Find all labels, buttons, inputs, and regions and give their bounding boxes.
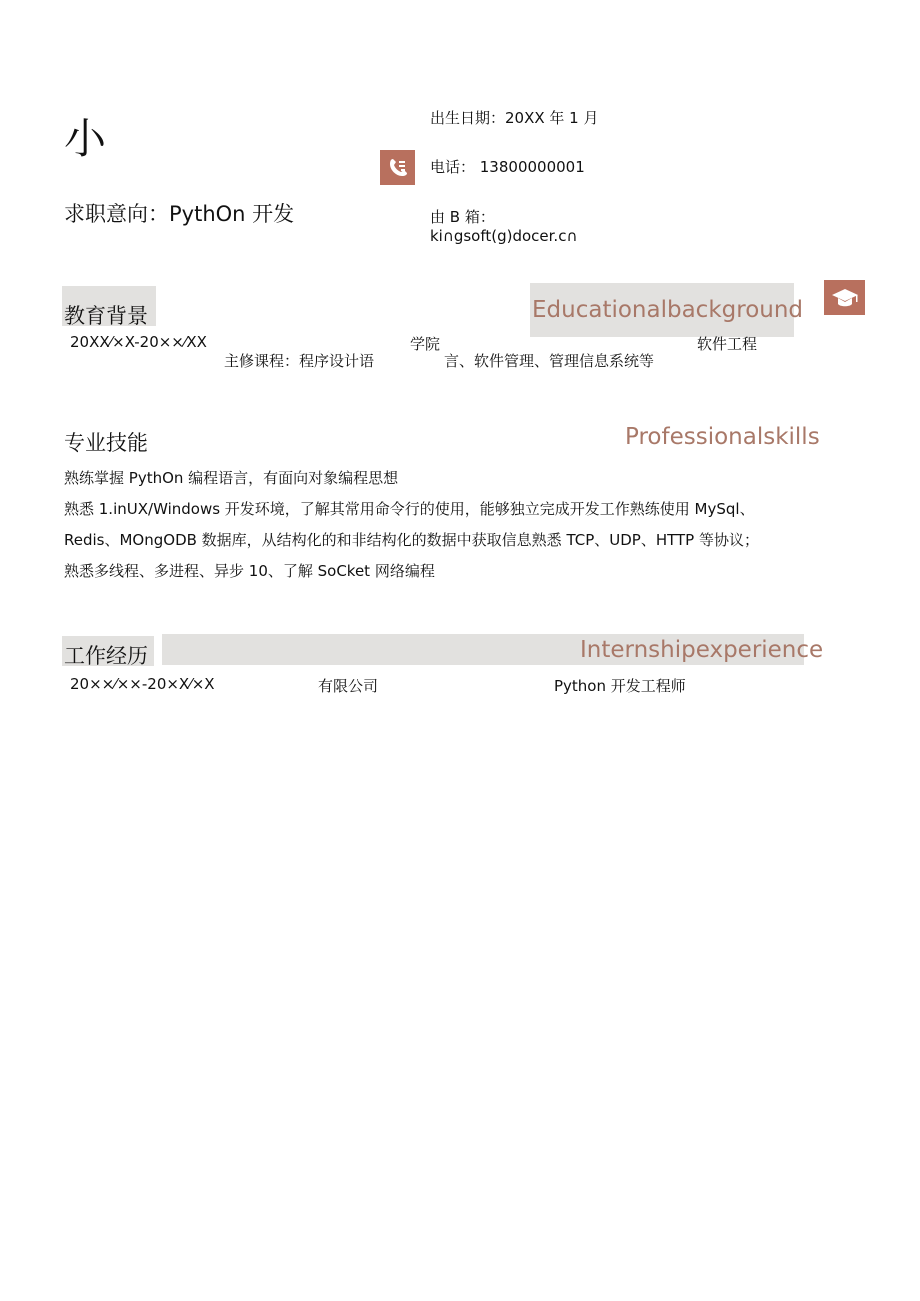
skills-title: 专业技能	[64, 431, 148, 455]
skill-line-2: 熟悉 1.inUX/Windows 开发环境，了解其常用命令行的使用，能够独立完成开发工作熟练使用 MySql、	[64, 500, 755, 518]
education-title-en: Educationalbackground	[532, 297, 804, 323]
work-company: 有限公司	[318, 677, 379, 695]
email-value: ki∩gsoft(g)docer.c∩	[430, 227, 578, 245]
phone-number: 电话： 13800000001	[430, 158, 585, 176]
skill-line-3: Redis、MOngODB 数据库，从结构化的和非结构化的数据中获取信息熟悉 TCP、UDP、HTTP 等协议；	[64, 531, 759, 549]
email-label: 由 B 箱：	[430, 208, 495, 226]
work-title: 工作经历	[64, 644, 148, 668]
birth-date: 出生日期：20XX 年 1 月	[430, 109, 599, 127]
education-courses-b: 言、软件管理、管理信息系统等	[444, 352, 655, 370]
graduation-cap-icon	[824, 280, 865, 315]
education-major: 软件工程	[697, 335, 758, 353]
phone-icon	[380, 150, 415, 185]
work-period: 20××⁄××-20×X⁄×X	[70, 675, 215, 693]
education-school: 学院	[410, 335, 441, 353]
skill-line-4: 熟悉多线程、多进程、异步 10、了解 SoCket 网络编程	[64, 562, 435, 580]
skills-title-en: Professionalskills	[625, 424, 820, 450]
candidate-name: 小	[64, 114, 107, 163]
education-period: 20XX⁄×X-20××⁄XX	[70, 333, 207, 351]
education-courses-a: 主修课程：程序设计语	[224, 352, 375, 370]
skill-line-1: 熟练掌握 PythOn 编程语言，有面向对象编程思想	[64, 469, 399, 487]
work-role: Python 开发工程师	[554, 677, 686, 695]
job-intent: 求职意向：PythOn 开发	[64, 202, 295, 226]
work-title-en: Internshipexperience	[580, 637, 824, 663]
education-title: 教育背景	[64, 304, 148, 328]
